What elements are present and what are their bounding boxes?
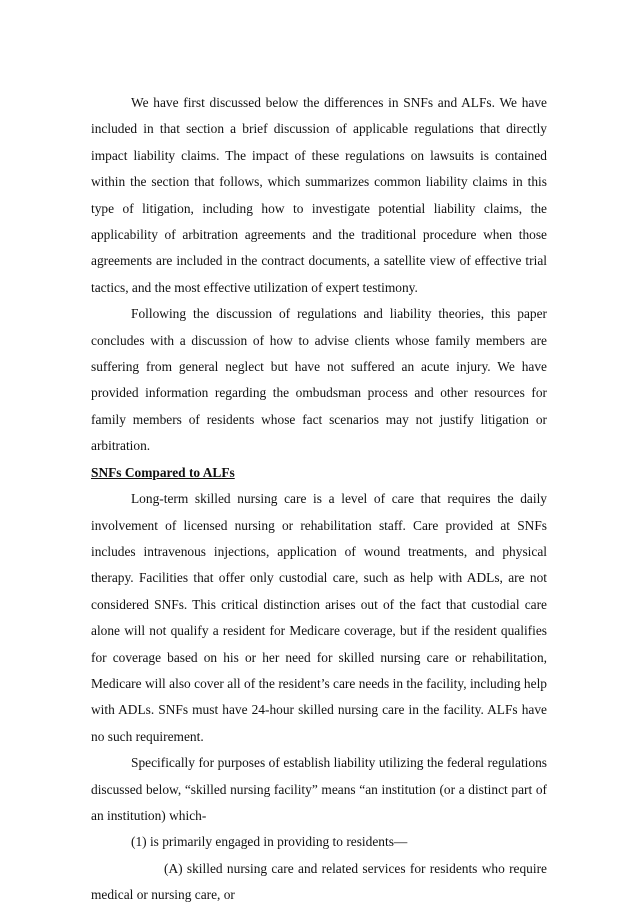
list-item-a: (A) skilled nursing care and related services for residents who require medical or nursing care, or	[91, 860, 547, 903]
paragraph-intro-1: We have first discussed below the differences in SNFs and ALFs. We have included in that section a brief discussion of applicable regulations that directly impact liability claims. The impact of these regulations on lawsuits is contained within the section that follows, which summarizes common liability claims in this type of litigation, including how to investigate potential liability claims, the applicability of arbitration agreements and the traditional procedure when those agreements are included in the contract documents, a satellite view of effective trial tactics, and the most effective utilization of expert testimony.	[91, 95, 547, 295]
list-item-1: (1) is primarily engaged in providing to residents—	[131, 834, 408, 850]
paragraph-section-2: Specifically for purposes of establish liability utilizing the federal regulations discussed below, “skilled nursing facility” means “an institution (or a distinct part of an institution) which-	[91, 755, 547, 823]
paragraph-section-1: Long-term skilled nursing care is a level of care that requires the daily involvement of licensed nursing or rehabilitation staff. Care provided at SNFs includes intravenous injections, application of wound treatments, and physical therapy. Facilities that offer only custodial care, such as help with ADLs, are not considered SNFs. This critical distinction arises out of the fact that custodial care alone will not qualify a resident for Medicare coverage, but if the resident qualifies for coverage based on his or her need for skilled nursing care or rehabilitation, Medicare will also cover all of the resident’s care needs in the facility, including help with ADLs. SNFs must have 24-hour skilled nursing care in the facility. ALFs have no such requirement.	[91, 491, 547, 744]
paragraph-intro-2: Following the discussion of regulations and liability theories, this paper concludes with a discussion of how to advise clients whose family members are suffering from general neglect but have not suffered an acute injury. We have provided information regarding the ombudsman process and other resources for family members of residents whose fact scenarios may not justify litigation or arbitration.	[91, 306, 547, 454]
document-body	[91, 90, 547, 909]
section-heading: SNFs Compared to ALFs	[91, 464, 235, 480]
